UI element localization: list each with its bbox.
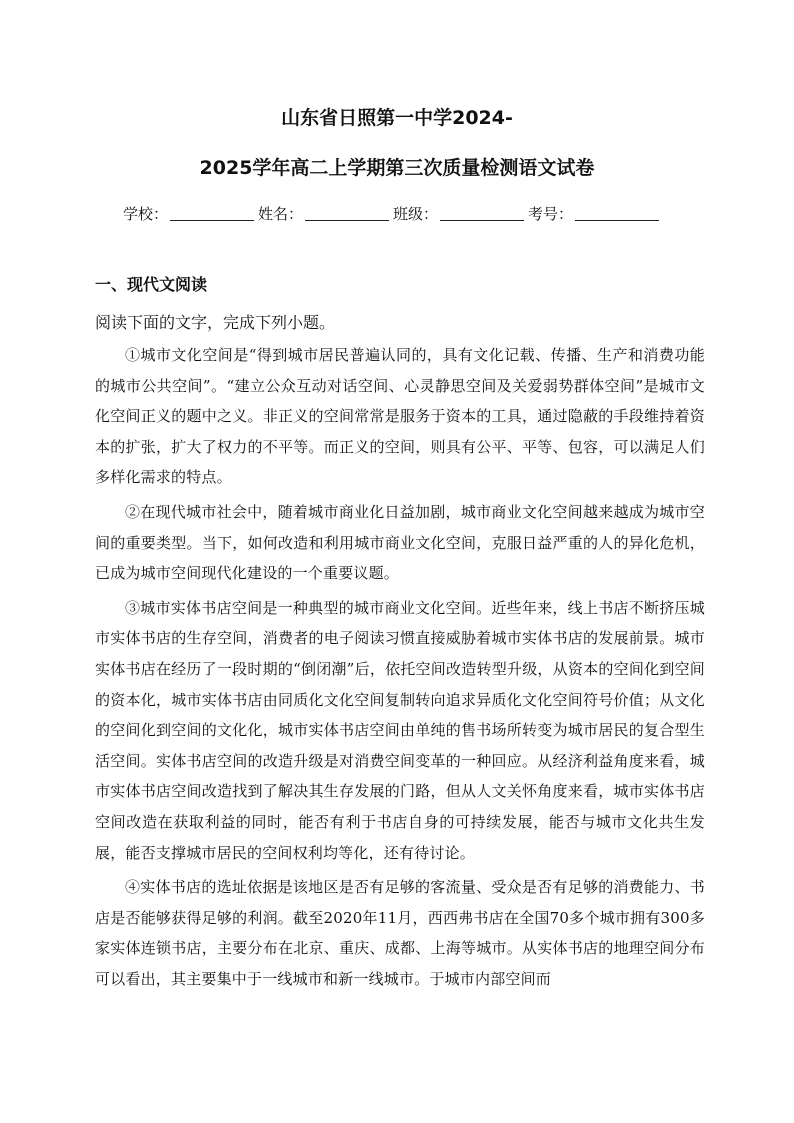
name-blank[interactable] (305, 206, 389, 221)
reading-instruction: 阅读下面的文字，完成下列小题。 (95, 313, 336, 332)
passage-paragraph-4: ④实体书店的选址依据是该地区是否有足够的客流量、受众是否有足够的消费能力、书店是否能够获得足够的利润。截至2020年11月，西西弗书店在全国70多个城市拥有300多家实体连锁书店，主要分布在北京、重庆、成都、上海等城市。从实体书店的地理空间分布可以看出，其主要集中于一线城市和新一线城市。于城市内部空间而 (95, 878, 705, 988)
student-info-row (123, 203, 663, 224)
school-blank[interactable] (170, 206, 254, 221)
school-label: 学校： (123, 205, 169, 223)
passage-paragraph-3: ③城市实体书店空间是一种典型的城市商业文化空间。近些年来，线上书店不断挤压城市实体书店的生存空间，消费者的电子阅读习惯直接威胁着城市实体书店的发展前景。城市实体书店在经历了一段时期的“倒闭潮”后，依托空间改造转型升级，从资本的空间化到空间的资本化，城市实体书店由同质化文化空间复制转向追求异质化文化空间符号价值；从文化的空间化到空间的文化化，城市实体书店空间由单纯的售书场所转变为城市居民的复合型生活空间。实体书店空间的改造升级是对消费空间变革的一种回应。从经济利益角度来看，城市实体书店空间改造找到了解决其生存发展的门路，但从人文关怀角度来看，城市实体书店空间改造在获取利益的同时，能否有利于书店自身的可持续发展，能否与城市文化共生发展，能否支撑城市居民的空间权利均等化，还有待讨论。 (95, 598, 705, 862)
class-blank[interactable] (440, 206, 524, 221)
passage-paragraph-2: ②在现代城市社会中，随着城市商业化日益加剧，城市商业文化空间越来越成为城市空间的重要类型。当下，如何改造和利用城市商业文化空间，克服日益严重的人的异化危机，已成为城市空间现代化建设的一个重要议题。 (95, 502, 705, 583)
passage-paragraph-1: ①城市文化空间是“得到城市居民普遍认同的，具有文化记载、传播、生产和消费功能的城市公共空间”。“建立公众互动对话空间、心灵静思空间及关爱弱势群体空间”是城市文化空间正义的题中之义。非正义的空间常常是服务于资本的工具，通过隐蔽的手段维持着资本的扩张，扩大了权力的不平等。而正义的空间，则具有公平、平等、包容，可以满足人们多样化需求的特点。 (95, 346, 705, 487)
exam-title-line-1: 山东省日照第一中学2024- (281, 107, 513, 129)
reading-passage (95, 340, 705, 998)
class-label: 班级： (393, 205, 439, 223)
exam-title-line-2: 2025学年高二上学期第三次质量检测语文试卷 (199, 157, 595, 179)
id-blank[interactable] (575, 206, 659, 221)
section-heading: 一、现代文阅读 (95, 275, 208, 294)
id-label: 考号： (528, 205, 574, 223)
name-label: 姓名： (258, 205, 304, 223)
